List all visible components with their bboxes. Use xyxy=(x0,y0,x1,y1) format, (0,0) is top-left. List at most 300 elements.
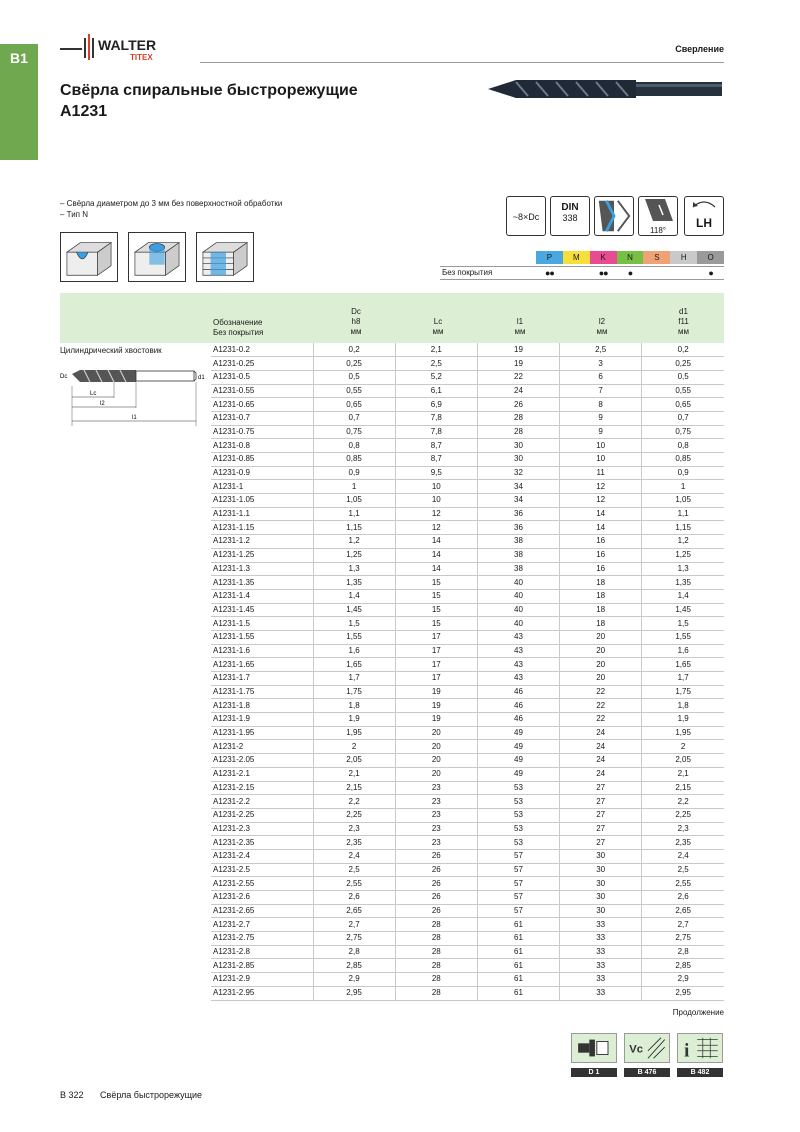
dimension-cell: 33 xyxy=(560,932,642,946)
dimension-cell: 22 xyxy=(560,685,642,699)
article-code: A1231-0.2 xyxy=(211,343,313,357)
dimension-cell: 28 xyxy=(395,932,477,946)
dimension-cell: 2,15 xyxy=(313,781,395,795)
dimension-cell: 26 xyxy=(477,398,559,412)
dimension-cell: 20 xyxy=(560,672,642,686)
table-row xyxy=(211,343,724,357)
dimension-cell: 57 xyxy=(477,891,559,905)
table-row xyxy=(211,589,724,603)
dimension-cell: 34 xyxy=(477,494,559,508)
drilling-depth-pictogram: ~8×Dc xyxy=(506,196,546,236)
dimension-cell: 20 xyxy=(395,754,477,768)
dimension-cell: 38 xyxy=(477,535,559,549)
info-table-icon xyxy=(677,1033,723,1063)
dimension-cell: 0,25 xyxy=(642,357,724,371)
dimension-cell: 0,2 xyxy=(642,343,724,357)
walter-titex-logo xyxy=(60,32,200,64)
article-code: A1231-0.75 xyxy=(211,425,313,439)
dimension-cell: 33 xyxy=(560,986,642,1000)
dimension-cell: 2,5 xyxy=(313,863,395,877)
dimension-cell: 8,7 xyxy=(395,439,477,453)
table-row xyxy=(211,507,724,521)
dimension-cell: 57 xyxy=(477,904,559,918)
dimension-cell: 1,15 xyxy=(642,521,724,535)
dimension-cell: 38 xyxy=(477,562,559,576)
dimension-cell: 2,7 xyxy=(313,918,395,932)
dimension-cell: 1,9 xyxy=(313,713,395,727)
article-code: A1231-2.4 xyxy=(211,849,313,863)
dimension-cell: 1,65 xyxy=(642,658,724,672)
dimension-cell: 49 xyxy=(477,767,559,781)
dimension-cell: 43 xyxy=(477,644,559,658)
article-code: A1231-1.05 xyxy=(211,494,313,508)
material-group-h: H xyxy=(670,251,697,264)
dimension-cell: 0,25 xyxy=(313,357,395,371)
dimension-cell: 1,45 xyxy=(642,603,724,617)
dimension-cell: 57 xyxy=(477,863,559,877)
dimension-cell: 8 xyxy=(560,398,642,412)
dimension-cell: 2,2 xyxy=(313,795,395,809)
dimension-cell: 2,85 xyxy=(313,959,395,973)
svg-text:Vc: Vc xyxy=(629,1043,643,1056)
dimension-cell: 1,4 xyxy=(313,589,395,603)
dimension-cell: 2,8 xyxy=(313,945,395,959)
article-code: A1231-0.9 xyxy=(211,466,313,480)
dimension-cell: 40 xyxy=(477,617,559,631)
table-row xyxy=(211,562,724,576)
table-row xyxy=(211,439,724,453)
article-code: A1231-0.8 xyxy=(211,439,313,453)
article-code: A1231-2.3 xyxy=(211,822,313,836)
continuation-note: Продолжение xyxy=(672,1008,724,1017)
table-row xyxy=(211,576,724,590)
article-code: A1231-2.6 xyxy=(211,891,313,905)
dimension-cell: 0,85 xyxy=(642,453,724,467)
dimension-cell: 12 xyxy=(395,521,477,535)
dimension-cell: 53 xyxy=(477,795,559,809)
dimension-cell: 30 xyxy=(477,453,559,467)
table-row xyxy=(211,904,724,918)
dimension-cell: 26 xyxy=(395,904,477,918)
dimension-cell: 20 xyxy=(560,658,642,672)
article-code: A1231-1.5 xyxy=(211,617,313,631)
dimension-cell: 10 xyxy=(560,453,642,467)
note-2: – Тип N xyxy=(60,210,89,219)
material-rating: ●● xyxy=(598,268,608,278)
dimension-cell: 1,4 xyxy=(642,589,724,603)
table-row xyxy=(211,863,724,877)
dimension-cell: 43 xyxy=(477,658,559,672)
coating-row xyxy=(440,266,724,280)
dimension-cell: 0,75 xyxy=(642,425,724,439)
dimension-cell: 10 xyxy=(560,439,642,453)
dimension-cell: 18 xyxy=(560,617,642,631)
dimension-cell: 0,75 xyxy=(313,425,395,439)
material-rating xyxy=(563,267,590,280)
dimension-cell: 0,9 xyxy=(642,466,724,480)
table-row xyxy=(211,754,724,768)
dimension-cell: 2,4 xyxy=(313,849,395,863)
dimension-cell: 28 xyxy=(395,973,477,987)
dimension-cell: 7,8 xyxy=(395,411,477,425)
dimension-cell: 30 xyxy=(560,849,642,863)
header-designation: Обозначение Без покрытия xyxy=(213,318,264,337)
dimension-cell: 1 xyxy=(313,480,395,494)
dimension-cell: 53 xyxy=(477,836,559,850)
dimension-cell: 6,1 xyxy=(395,384,477,398)
dimension-cell: 57 xyxy=(477,877,559,891)
dimension-cell: 27 xyxy=(560,836,642,850)
table-row xyxy=(211,945,724,959)
article-code: A1231-1.75 xyxy=(211,685,313,699)
dimension-cell: 36 xyxy=(477,507,559,521)
dimension-cell: 2,25 xyxy=(642,808,724,822)
material-group-o: O xyxy=(697,251,724,264)
dimension-cell: 1,55 xyxy=(313,630,395,644)
dimension-cell: 30 xyxy=(560,863,642,877)
dimension-cell: 2,95 xyxy=(642,986,724,1000)
drill-dimension-schematic xyxy=(58,364,208,428)
dimension-cell: 2,8 xyxy=(642,945,724,959)
dimension-cell: 20 xyxy=(560,630,642,644)
dimension-cell: 2,4 xyxy=(642,849,724,863)
dimension-cell: 2 xyxy=(642,740,724,754)
material-rating xyxy=(670,267,697,280)
dimension-cell: 1,1 xyxy=(642,507,724,521)
dimension-cell: 40 xyxy=(477,576,559,590)
dimension-cell: 1,7 xyxy=(313,672,395,686)
dimension-cell: 2,3 xyxy=(313,822,395,836)
dimension-cell: 61 xyxy=(477,945,559,959)
dimension-cell: 11 xyxy=(560,466,642,480)
footer-title: Свёрла быстрорежущие xyxy=(100,1090,203,1100)
dimension-cell: 23 xyxy=(395,836,477,850)
dimension-cell: 2,85 xyxy=(642,959,724,973)
dimension-cell: 40 xyxy=(477,603,559,617)
dimension-cell: 9,5 xyxy=(395,466,477,480)
dimension-cell: 6,9 xyxy=(395,398,477,412)
dimension-cell: 2,25 xyxy=(313,808,395,822)
header-rule xyxy=(200,62,724,63)
article-code: A1231-2.75 xyxy=(211,932,313,946)
article-code: A1231-1.45 xyxy=(211,603,313,617)
article-code: A1231-2.9 xyxy=(211,973,313,987)
table-row xyxy=(211,973,724,987)
dimension-cell: 33 xyxy=(560,945,642,959)
table-row xyxy=(211,658,724,672)
dimension-cell: 19 xyxy=(395,699,477,713)
svg-text:WALTER: WALTER xyxy=(98,37,157,53)
article-code: A1231-1.25 xyxy=(211,548,313,562)
dimension-cell: 2,7 xyxy=(642,918,724,932)
table-row xyxy=(211,836,724,850)
article-code: A1231-1.35 xyxy=(211,576,313,590)
dimension-cell: 2,5 xyxy=(395,357,477,371)
dimension-cell: 26 xyxy=(395,877,477,891)
article-code: A1231-2.1 xyxy=(211,767,313,781)
article-code: A1231-1.6 xyxy=(211,644,313,658)
svg-text:TITEX: TITEX xyxy=(130,53,153,62)
drilling-icon xyxy=(128,232,186,282)
dimension-cell: 34 xyxy=(477,480,559,494)
svg-text:l2: l2 xyxy=(100,401,105,407)
dimension-cell: 2,65 xyxy=(313,904,395,918)
article-code: A1231-2.35 xyxy=(211,836,313,850)
svg-text:d1: d1 xyxy=(198,375,205,381)
dimension-cell: 26 xyxy=(395,863,477,877)
dimension-cell: 33 xyxy=(560,918,642,932)
article-code: A1231-0.5 xyxy=(211,370,313,384)
dimension-cell: 0,8 xyxy=(642,439,724,453)
dimension-cell: 40 xyxy=(477,589,559,603)
dimension-cell: 18 xyxy=(560,589,642,603)
dimension-cell: 27 xyxy=(560,822,642,836)
dimension-cell: 16 xyxy=(560,535,642,549)
material-group-k: K xyxy=(590,251,617,264)
table-row xyxy=(211,699,724,713)
dimension-cell: 28 xyxy=(395,945,477,959)
dimension-cell: 7,8 xyxy=(395,425,477,439)
dimension-cell: 0,5 xyxy=(642,370,724,384)
dimension-cell: 57 xyxy=(477,849,559,863)
table-row xyxy=(211,767,724,781)
table-row xyxy=(211,603,724,617)
dimension-cell: 0,65 xyxy=(642,398,724,412)
point-angle-pictogram: 118° xyxy=(638,196,678,236)
table-row xyxy=(211,672,724,686)
cutting-data-icon xyxy=(624,1033,670,1063)
table-row xyxy=(211,795,724,809)
dimension-cell: 17 xyxy=(395,644,477,658)
dimension-cell: 0,55 xyxy=(642,384,724,398)
dimension-cell: 1,5 xyxy=(642,617,724,631)
dimension-cell: 15 xyxy=(395,617,477,631)
article-code: A1231-0.65 xyxy=(211,398,313,412)
dimension-cell: 1,8 xyxy=(642,699,724,713)
dimension-cell: 15 xyxy=(395,589,477,603)
dimension-cell: 46 xyxy=(477,699,559,713)
material-group-p: P xyxy=(536,251,563,264)
article-code: A1231-1.95 xyxy=(211,726,313,740)
dimension-cell: 27 xyxy=(560,795,642,809)
article-code: A1231-2.25 xyxy=(211,808,313,822)
material-rating: ● xyxy=(627,268,633,278)
dimension-cell: 2 xyxy=(313,740,395,754)
section-name: Сверление xyxy=(675,44,724,54)
dimension-cell: 28 xyxy=(477,411,559,425)
dimension-cell: 38 xyxy=(477,548,559,562)
dimension-cell: 1,55 xyxy=(642,630,724,644)
page-footer xyxy=(60,1090,216,1100)
article-code: A1231-2.55 xyxy=(211,877,313,891)
dimension-cell: 12 xyxy=(560,494,642,508)
dimension-cell: 2,1 xyxy=(395,343,477,357)
table-row xyxy=(211,891,724,905)
dimension-cell: 19 xyxy=(395,685,477,699)
stack-drilling-icon xyxy=(196,232,254,282)
article-code: A1231-2.65 xyxy=(211,904,313,918)
dimension-cell: 43 xyxy=(477,672,559,686)
table-row xyxy=(211,357,724,371)
dimension-cell: 23 xyxy=(395,781,477,795)
rotation-arrow-icon xyxy=(685,197,723,213)
dimension-cell: 30 xyxy=(560,904,642,918)
dimension-cell: 18 xyxy=(560,576,642,590)
dimension-cell: 0,55 xyxy=(313,384,395,398)
table-row xyxy=(211,918,724,932)
crossref-cutting-data[interactable]: Vc B 476 xyxy=(624,1033,670,1073)
article-code: A1231-2.15 xyxy=(211,781,313,795)
dimension-cell: 49 xyxy=(477,726,559,740)
article-code: A1231-1.55 xyxy=(211,630,313,644)
article-code: A1231-2.8 xyxy=(211,945,313,959)
table-row xyxy=(211,932,724,946)
table-row xyxy=(211,849,724,863)
dimension-cell: 2,65 xyxy=(642,904,724,918)
dimension-cell: 26 xyxy=(395,891,477,905)
dimension-cell: 1,35 xyxy=(642,576,724,590)
dimension-cell: 24 xyxy=(560,767,642,781)
dimension-cell: 30 xyxy=(477,439,559,453)
dimension-cell: 1,8 xyxy=(313,699,395,713)
dimension-cell: 28 xyxy=(395,918,477,932)
dimension-cell: 1,35 xyxy=(313,576,395,590)
dimension-cell: 23 xyxy=(395,795,477,809)
dimension-cell: 1,95 xyxy=(313,726,395,740)
dimension-cell: 17 xyxy=(395,658,477,672)
dimension-cell: 5,2 xyxy=(395,370,477,384)
dimension-cell: 2,1 xyxy=(313,767,395,781)
dimension-cell: 16 xyxy=(560,562,642,576)
article-code: A1231-0.7 xyxy=(211,411,313,425)
dimension-cell: 1,25 xyxy=(642,548,724,562)
material-rating xyxy=(643,267,670,280)
dimension-cell: 22 xyxy=(560,699,642,713)
dimension-cell: 2,35 xyxy=(642,836,724,850)
dimension-cell: 1,1 xyxy=(313,507,395,521)
article-code: A1231-0.85 xyxy=(211,453,313,467)
dimension-cell: 0,65 xyxy=(313,398,395,412)
dimension-cell: 53 xyxy=(477,822,559,836)
cutting-geometry-icon xyxy=(594,196,634,236)
dimension-cell: 19 xyxy=(395,713,477,727)
dimension-cell: 2,6 xyxy=(313,891,395,905)
table-row xyxy=(211,726,724,740)
header-dc: Dc h8 мм xyxy=(350,307,362,336)
dimension-cell: 23 xyxy=(395,808,477,822)
dimension-cell: 2,9 xyxy=(313,973,395,987)
crossref-info[interactable]: i B 482 xyxy=(677,1033,723,1073)
dimension-cell: 27 xyxy=(560,781,642,795)
dimension-cell: 1,05 xyxy=(642,494,724,508)
coating-label: Без покрытия xyxy=(442,268,493,277)
dimension-cell: 3 xyxy=(560,357,642,371)
table-header xyxy=(60,293,724,343)
dimension-cell: 23 xyxy=(395,822,477,836)
table-row xyxy=(211,781,724,795)
dimension-cell: 24 xyxy=(560,726,642,740)
dimension-cell: 28 xyxy=(477,425,559,439)
table-row xyxy=(211,398,724,412)
article-code: A1231-2.5 xyxy=(211,863,313,877)
dimension-cell: 14 xyxy=(560,507,642,521)
table-row xyxy=(211,535,724,549)
article-code: A1231-1.8 xyxy=(211,699,313,713)
table-row xyxy=(211,384,724,398)
dimension-cell: 2,3 xyxy=(642,822,724,836)
table-row xyxy=(211,480,724,494)
tool-holder-icon xyxy=(571,1033,617,1063)
section-tab-label: B1 xyxy=(10,50,28,66)
table-row xyxy=(211,644,724,658)
dimension-cell: 32 xyxy=(477,466,559,480)
dimension-cell: 14 xyxy=(395,535,477,549)
dimension-cell: 43 xyxy=(477,630,559,644)
article-code: A1231-1.15 xyxy=(211,521,313,535)
table-row xyxy=(211,494,724,508)
dimension-cell: 1 xyxy=(642,480,724,494)
product-table xyxy=(211,343,724,1001)
dimension-cell: 1,05 xyxy=(313,494,395,508)
dimension-cell: 22 xyxy=(477,370,559,384)
dimension-cell: 1,65 xyxy=(313,658,395,672)
dimension-cell: 7 xyxy=(560,384,642,398)
dimension-cell: 2,5 xyxy=(560,343,642,357)
article-code: A1231-0.55 xyxy=(211,384,313,398)
dimension-cell: 22 xyxy=(560,713,642,727)
dimension-cell: 24 xyxy=(477,384,559,398)
dimension-cell: 1,15 xyxy=(313,521,395,535)
dimension-cell: 61 xyxy=(477,973,559,987)
table-row xyxy=(211,740,724,754)
dimension-cell: 15 xyxy=(395,576,477,590)
dimension-cell: 2,15 xyxy=(642,781,724,795)
table-row xyxy=(211,548,724,562)
dimension-cell: 12 xyxy=(395,507,477,521)
article-code: A1231-2 xyxy=(211,740,313,754)
shank-type-label: Цилиндрический хвостовик xyxy=(60,346,162,355)
title-line-2: A1231 xyxy=(60,103,108,120)
article-code: A1231-1.2 xyxy=(211,535,313,549)
dimension-cell: 1,6 xyxy=(642,644,724,658)
dimension-cell: 0,5 xyxy=(313,370,395,384)
article-code: A1231-1.4 xyxy=(211,589,313,603)
dimension-cell: 17 xyxy=(395,630,477,644)
header-l2: l2 мм xyxy=(596,317,608,336)
dimension-cell: 28 xyxy=(395,959,477,973)
dimension-cell: 20 xyxy=(395,726,477,740)
dimension-cell: 0,8 xyxy=(313,439,395,453)
article-code: A1231-2.05 xyxy=(211,754,313,768)
dimension-cell: 1,2 xyxy=(642,535,724,549)
dimension-cell: 2,05 xyxy=(313,754,395,768)
dimension-cell: 10 xyxy=(395,494,477,508)
dimension-cell: 9 xyxy=(560,425,642,439)
dimension-cell: 1,75 xyxy=(313,685,395,699)
dimension-cell: 2,2 xyxy=(642,795,724,809)
header-lc: Lc мм xyxy=(432,317,444,336)
dimension-cell: 0,2 xyxy=(313,343,395,357)
header-d1: d1 f11 мм xyxy=(678,307,689,336)
table-row xyxy=(211,685,724,699)
crossref-tool-holder[interactable]: D 1 xyxy=(571,1033,617,1073)
header-l1: l1 мм xyxy=(514,317,526,336)
dimension-cell: 2,75 xyxy=(313,932,395,946)
table-row xyxy=(211,370,724,384)
svg-text:Dc: Dc xyxy=(60,374,68,380)
dimension-cell: 1,6 xyxy=(313,644,395,658)
dimension-cell: 1,2 xyxy=(313,535,395,549)
